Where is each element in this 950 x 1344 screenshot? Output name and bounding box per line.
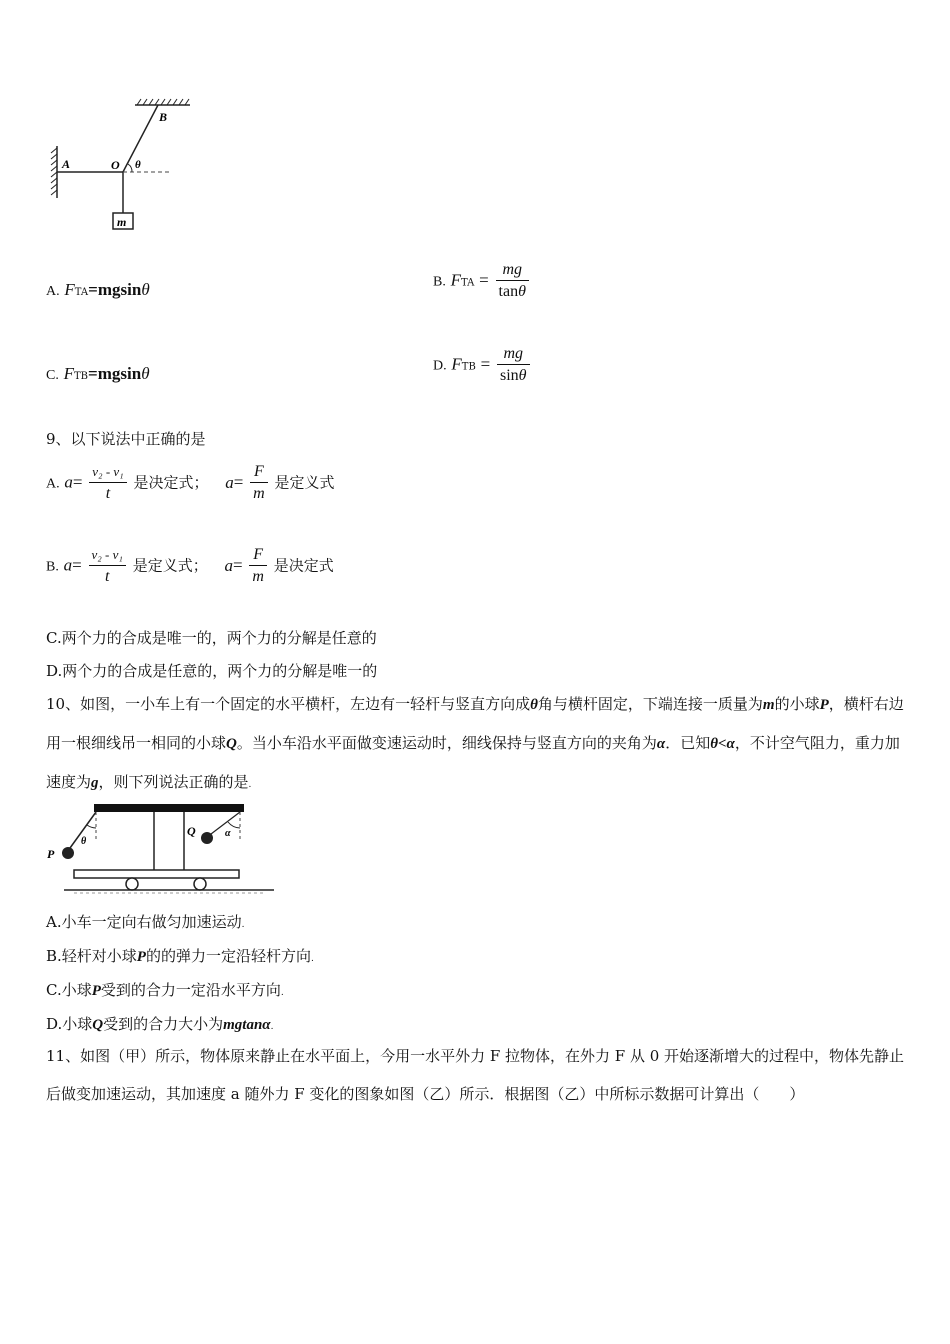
q9-option-b: B. a= $\frac{\text{v₂ - v₁}}{t}$ 是定义式； a= $\frac{F}{m}$ 是决定式 — [46, 545, 334, 588]
label-p: P — [47, 847, 55, 861]
label-a: A — [62, 157, 71, 171]
q9-option-c: C.两个力的合成是唯一的，两个力的分解是任意的 — [46, 629, 377, 647]
label-theta: θ — [135, 159, 141, 171]
label-theta: θ — [81, 836, 87, 847]
q8-option-d: D. FTB = $\frac{mg}{\sin\theta}$ — [433, 344, 532, 387]
fraction: $\frac{\text{v₂ - v₁}}{t}$ — [89, 462, 126, 505]
label-alpha: α — [225, 828, 231, 839]
fraction: $\frac{F}{m}$ — [249, 545, 267, 588]
q10-option-d: D.小球Q受到的合力大小为mgtanα. — [46, 1015, 274, 1033]
label-q: Q — [187, 824, 196, 838]
figure-rope-mass — [40, 98, 190, 238]
fraction: $\frac{F}{m}$ — [250, 462, 268, 505]
q10-option-a: A.小车一定向右做匀加速运动. — [46, 913, 245, 931]
q10-option-b: B.轻杆对小球P的的弹力一定沿轻杆方向. — [46, 947, 314, 965]
q10-stem: 10、如图，一小车上有一个固定的水平横杆，左边有一轻杆与竖直方向成θ角与横杆固定，下端连接一质量为m的小球P，横杆右边用一根细线吊一相同的小球Q。当小车沿水平面做变速运动时，细线保持与竖直方向的夹角为α．已知θ<α，不计空气阻力，重力加速度为g，则下列说法正确的是. — [46, 695, 904, 791]
label-o: O — [111, 158, 120, 172]
q8-option-a: A. FTA=mgsinθ — [46, 280, 150, 299]
label-b: B — [159, 110, 168, 124]
fraction: $\frac{mg}{\sin\theta}$ — [497, 344, 530, 387]
fraction: $\frac{mg}{\tan\theta}$ — [496, 260, 529, 303]
q11-stem: 11、如图（甲）所示，物体原来静止在水平面上，今用一水平外力 F 拉物体，在外力 F 从 0 开始逐渐增大的过程中，物体先静止后做变加速运动，其加速度 a 随外力 F 变化的图象如图（乙）所示．根据图（乙）中所标示数据可计算出（ ） — [46, 1047, 905, 1103]
q9-option-a: A. a= $\frac{\text{v₂ - v₁}}{t}$ 是决定式； a= $\frac{F}{m}$ 是定义式 — [46, 462, 335, 505]
q8-option-b: B. FTA = $\frac{mg}{\tan\theta}$ — [433, 260, 531, 303]
q10-option-c: C.小球P受到的合力一定沿水平方向. — [46, 981, 284, 999]
mass-label: m — [117, 215, 127, 229]
q8-option-c: C. FTB=mgsinθ — [46, 364, 150, 383]
q9-stem: 9、以下说法中正确的是 — [46, 430, 206, 448]
fraction: $\frac{\text{v₂ - v₁}}{t}$ — [89, 545, 126, 588]
figure-cart — [44, 800, 280, 900]
q9-option-d: D.两个力的合成是任意的，两个力的分解是唯一的 — [46, 662, 378, 680]
